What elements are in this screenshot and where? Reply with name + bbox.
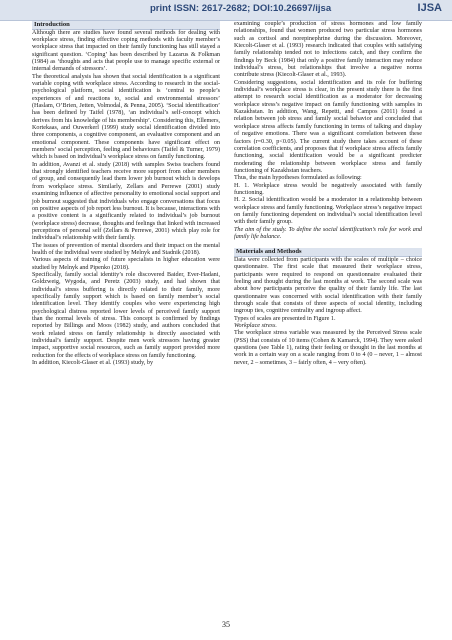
paragraph: The theoretical analysis has shown that social identification is a significant variable coping with workplace stress. According to research in the social-psychological platform, social identification is ‘central to people’s experiences of and reactions to, social and environmental stressors’ (Haslam, O’Brien, Jetten, Volmodal, & Penna, 2005). ‘Social identification’ has been defined by Taifel (1978), ‘an individual’s self-concept which derives from his knowledge of his membership’. Considering this, Ellemers, Kortekaas, and Ouwerkerl (1999) study social identification divided into three components, a cognitive component, an evaluative component and an emotional component. These components have significant effect on members’ social perception, feeling and behaviours (Taifel & Turner, 1979) which is based on individual’s workplace stress on family functioning. xyxy=(32,73,220,161)
paragraph: Specifically, family social identity’s role discovered Baider, Ever-Hadani, Goldzweig, Wygoda, and Peretz (2003) study, and had shown that individual’s stress buffering is directly related to their family, more specifically family support which is based on family member’s social identification level. They identify couples who were experiencing high psychological distress reported lower levels of perceived family support than the normal levels of stress. This concept is confirmed by findings reported by Billings and Moos (1982) study, and authors concluded that work related stress on family relationship is directly associated with individual’s family support. Despite men work stressors having greater impact, supportive social resources, such as family support provided more reduction for the effects of workplace stress on family functioning. xyxy=(32,271,220,359)
paragraph: examining couple’s production of stress hormones and low family relationships, found that women produced two particular stress hormones such as cortisol and norepinephrine during the discussion. Moreover, Kiecolt-Glaser et al. (1993) research indicated that couples with satisfying family relationship tended not to infections catch, and they confirm the findings by Beck (1984) that only a positive family interaction may reduce individual’s stress, but relationships that involve a negative norms contribute stress (Kiecolt-Glaser et al., 1993). xyxy=(234,21,422,79)
hypothesis-2: H. 2. Social identification would be a moderator in a relationship between workplace stress and family functioning. Workplace stress’s negative impact on family functioning dependent on individual’s social identification level with their family group. xyxy=(234,197,422,226)
paragraph: Data were collected from participants with the scales of multiple – choice questionnaire. The first scale that measured their workplace stress, participants were required to respond on questionnaire evaluated their feeling and thought during the last months at work. The second scale was about how participants perceive the quality of their family life. The last questionnaire was concerned with social identification with their family through scale that consists of three aspects of social identity, including ingroup ties, cognitive centrality and ingroup affect. xyxy=(234,256,422,315)
paragraph: Types of scales are presented in Figure 1. xyxy=(234,315,336,322)
issn-doi-line: print ISSN: 2617-2682; DOI:10.26697/ijsa xyxy=(150,3,332,14)
section-heading-introduction: Introduction xyxy=(32,21,220,30)
hypothesis-1: H. 1. Workplace stress would be negatively associated with family functioning. xyxy=(234,182,422,196)
paragraph: In addition, Avanzi et al. study (2018) with samples Swiss teachers found that strongly identified teachers receive more support from other members of group, and consequently lead them lower job burnout which is develops from workplace stress. Similarly, Zellars and Perrewe (2001) study examining influence of affective personality to emotional social support and job burnout suggested that individuals who engage conversations that focus on positive aspects of job report less burnout. It is because, interactions with a positive content is a significantly related to individual’s job burnout (workplace stress) decrease, thoughts and feelings that linked with increased perceptions of personal self (Zellars & Perrewe, 2001) which play role for individual’s relationship with their family. xyxy=(32,161,220,242)
subsection-label-workplace-stress: Workplace stress. xyxy=(234,323,277,329)
journal-header-bar xyxy=(0,0,452,21)
paragraph: Although there are studies have found several methods for dealing with workplace stress, finding effective coping methods with faculty member’s workplace stress that impacted on their family functioning has still stayed a significant question. ‘Coping’ has been described by Lazarus & Folkman (1984) as ‘thoughts and acts that people use to manage specific external or internal demands of stressors’. xyxy=(32,29,220,73)
right-column xyxy=(234,21,422,367)
paragraph: In addition, Kiecolt-Glaser et al. (1993) study, by xyxy=(32,360,154,367)
left-column xyxy=(32,21,220,367)
page-number: 35 xyxy=(222,620,230,629)
section-heading-materials-methods: Materials and Methods xyxy=(234,248,422,257)
paragraph: The workplace stress variable was measured by the Perceived Stress scale (PSS) that consists of 10 items (Cohen & Kamarck, 1994). They were asked questions (see Table 1), rating their feeling or thought in the last months at work in a certain way on a scale ranging from 0 to 4 (0 – never, 1 – almost never, 2 – sometimes, 3 – fairly often, 4 – very often). xyxy=(234,330,422,366)
paragraph: Thus, the main hypotheses formulated as following: xyxy=(234,175,362,182)
journal-abbreviation: IJSA xyxy=(417,2,442,14)
aim-of-study: The aim of the study. To define the social identification’s role for work and family life balance. xyxy=(234,226,422,240)
paragraph: The issues of prevention of mental disorders and their impact on the mental health of the individual were studied by Melnyk and Stadnik (2018). xyxy=(32,242,220,256)
paragraph: Considering suggestions, social identification and its role for buffering individual’s workplace stress is clear, in the present study there is the first attempt to research social identification as a moderator for decreasing workplace stress’s negative impact on family functioning with samples in Kazakhstan. In addition, Wang, Repetti, and Campos (2011) found a relation between job stress and family social behavior and concluded that workplace stress affects family functioning in terms of talking and display of negative emotions. There was a significant correlation between these factors (r=0.30, p<0.05). The current study there takes account of these correlation coefficients, and proposes that if workplace stress affects family functioning, social identification would be a significant predicter moderating the relationship between workplace stress and family functioning of Kazakhstan teachers. xyxy=(234,79,422,174)
paragraph: Various aspects of training of future specialists in higher education were studied by Melnyk and Pipenko (2018). xyxy=(32,257,220,271)
